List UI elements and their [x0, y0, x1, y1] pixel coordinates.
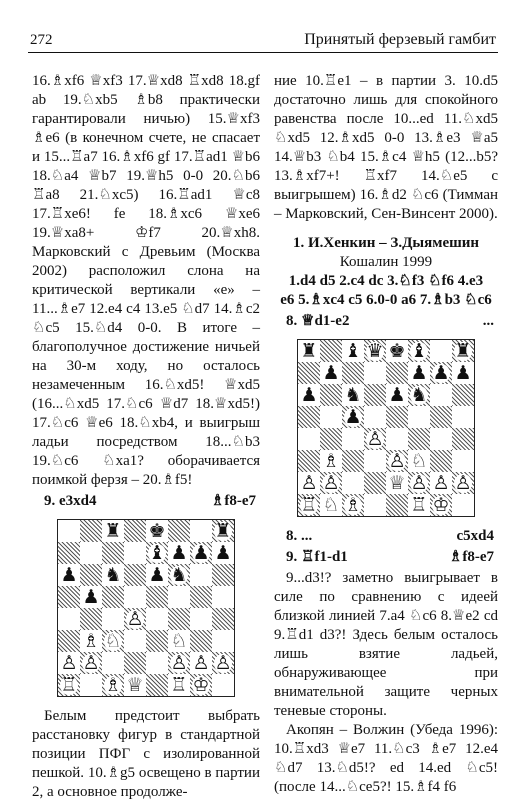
board-square — [430, 406, 452, 428]
chess-diagram-right — [297, 339, 475, 517]
white-pawn-icon: ♙ — [454, 471, 472, 494]
board-square — [58, 586, 80, 608]
white-knight-icon: ♘ — [170, 629, 188, 652]
black-knight-icon: ♞ — [410, 383, 428, 406]
board-square — [146, 652, 168, 674]
left-paragraph-1: 16.♗xf6 ♕xf3 17.♕xd8 ♖xd8 18.gf ab 19.♘xb5 ♗b8 практически гарантировали ничью) 15.♕xf3 ♗e6 (в конечном счете, не спасает и 15...♖a7 16.♗xf6 gf 17.♖ad1 ♕b6 18.♘a4 ♕b7 19.♕h5 0-0 20.♘b6 ♖a8 21.♘xc5) 16.♖ad1 ♕c8 17.♖xe6! fe 18.♗xc6 ♕xe6 19.♕xa8+ ♔f7 20.♕xh8. Марковский с Древьим (Москва 2002) расположил слона на критической вертикали «е» – 11...♗e7 12.e4 c4 13.e5 ♘d7 14.♗c2 ♘c5 15.♘d4 0-0. В итоге – благополучное достижение ничьей на 30-м ходу, но осталось незамеченным 16.♘xd5! ♕xd5 (16...♘xd5 17.♘c6 ♕d7 18.♕xd5!) 17.♘c6 ♕e6 18.♘xb4, и выигрыш ладьи посредством 18...♘b3 19.♘c6 ♘xa1? оборачивается поимкой ферзя – 20.♗f5! — [32, 73, 260, 488]
black-rook-icon: ♜ — [454, 339, 472, 362]
white-queen-icon: ♕ — [388, 471, 406, 494]
white-rook-icon: ♖ — [60, 673, 78, 696]
board-square — [80, 542, 102, 564]
game-title: 1. И.Хенкин – З.Дыямешин — [292, 235, 480, 251]
move-8b-black: c5xd4 — [456, 528, 494, 544]
board-square — [58, 608, 80, 630]
board-square — [320, 384, 342, 406]
move-8b-line — [274, 527, 498, 546]
board-square — [124, 542, 146, 564]
board-square — [452, 384, 474, 406]
board-square — [386, 362, 408, 384]
board-square — [80, 564, 102, 586]
white-pawn-icon: ♙ — [410, 471, 428, 494]
board-square — [364, 472, 386, 494]
black-pawn-icon: ♟ — [410, 361, 428, 384]
black-pawn-icon: ♟ — [322, 361, 340, 384]
white-pawn-icon: ♙ — [300, 471, 318, 494]
page-number: 272 — [30, 32, 53, 48]
black-bishop-icon: ♝ — [148, 541, 166, 564]
black-king-icon: ♚ — [148, 519, 166, 542]
board-square — [364, 406, 386, 428]
white-knight-icon: ♘ — [104, 629, 122, 652]
board-square — [364, 450, 386, 472]
board-square — [430, 340, 452, 362]
black-pawn-icon: ♟ — [60, 563, 78, 586]
white-bishop-icon: ♗ — [322, 449, 340, 472]
board-square — [408, 406, 430, 428]
white-knight-icon: ♘ — [322, 493, 340, 516]
board-square — [342, 362, 364, 384]
board-square — [102, 542, 124, 564]
board-square — [364, 494, 386, 516]
board-square — [342, 428, 364, 450]
board-square — [124, 630, 146, 652]
board-square — [190, 520, 212, 542]
board-square — [212, 608, 234, 630]
black-pawn-icon: ♟ — [170, 541, 188, 564]
black-pawn-icon: ♟ — [388, 383, 406, 406]
white-pawn-icon: ♙ — [170, 651, 188, 674]
board-square — [212, 586, 234, 608]
board-square — [212, 674, 234, 696]
white-pawn-icon: ♙ — [214, 651, 232, 674]
black-rook-icon: ♜ — [300, 339, 318, 362]
white-rook-icon: ♖ — [300, 493, 318, 516]
white-pawn-icon: ♙ — [60, 651, 78, 674]
game-moves-1: 1.d4 d5 2.c4 dc 3.♘f3 ♘f6 4.e3 — [288, 273, 484, 289]
black-rook-icon: ♜ — [104, 519, 122, 542]
board-square — [190, 586, 212, 608]
left-column — [32, 72, 260, 802]
right-column — [274, 72, 498, 797]
white-pawn-icon: ♙ — [126, 607, 144, 630]
board-square — [190, 564, 212, 586]
board-square — [364, 362, 386, 384]
white-bishop-icon: ♗ — [82, 629, 100, 652]
move-9r-white: 9. ♖f1-d1 — [286, 549, 348, 565]
move-8-line — [274, 312, 498, 331]
board-square — [386, 406, 408, 428]
board-square — [80, 520, 102, 542]
board-square — [342, 450, 364, 472]
board-square — [80, 608, 102, 630]
black-rook-icon: ♜ — [214, 519, 232, 542]
board-square — [386, 494, 408, 516]
white-pawn-icon: ♙ — [192, 651, 210, 674]
white-pawn-icon: ♙ — [366, 427, 384, 450]
board-square — [146, 630, 168, 652]
board-square — [452, 450, 474, 472]
black-bishop-icon: ♝ — [410, 339, 428, 362]
board-square — [298, 428, 320, 450]
black-pawn-icon: ♟ — [82, 585, 100, 608]
move-9r-black: ♗f8-e7 — [448, 549, 494, 565]
right-paragraph-2: 9...d3!? заметно выигрывает в силе по сравнению с идеей близкой линией 7.a4 ♘c6 8.♕e2 cd 9.♖d1 d3?! Здесь белым осталось лишь взятие ладьей, обнаруживающее при внимательной защите черных теневые стороны. — [274, 570, 498, 719]
board-square — [342, 472, 364, 494]
board-square — [124, 652, 146, 674]
board-square — [58, 520, 80, 542]
white-pawn-icon: ♙ — [432, 471, 450, 494]
black-pawn-icon: ♟ — [148, 563, 166, 586]
left-paragraph-2: Белым предстоит выбрать расстановку фигур в стандартной позиции ПФГ с изолированной пешкой. 10.♗g5 освещено в партии 2, а основное продолже- — [32, 708, 260, 800]
move-9-line — [32, 492, 260, 511]
white-rook-icon: ♖ — [410, 493, 428, 516]
board-square — [298, 406, 320, 428]
black-bishop-icon: ♝ — [344, 339, 362, 362]
board-square — [146, 608, 168, 630]
board-square — [124, 564, 146, 586]
move-8b-white: 8. ... — [286, 528, 313, 544]
black-pawn-icon: ♟ — [300, 383, 318, 406]
white-bishop-icon: ♗ — [104, 673, 122, 696]
board-square — [430, 450, 452, 472]
right-paragraph-3: Акопян – Волжин (Убеда 1996): 10.♖xd3 ♕e7 11.♘c3 ♗e7 12.e4 ♘d7 13.♘d5!? ed 14.ed ♘c5! (после 14...♘ce5?! 15.♗f4 f6 — [274, 722, 498, 795]
black-pawn-icon: ♟ — [454, 361, 472, 384]
board-square — [452, 494, 474, 516]
board-square — [364, 384, 386, 406]
board-square — [452, 406, 474, 428]
move-9-white: 9. e3xd4 — [44, 493, 97, 509]
white-knight-icon: ♘ — [410, 449, 428, 472]
black-knight-icon: ♞ — [104, 563, 122, 586]
white-bishop-icon: ♗ — [344, 493, 362, 516]
black-pawn-icon: ♟ — [344, 405, 362, 428]
move-9r-line — [274, 548, 498, 567]
board-square — [124, 586, 146, 608]
chess-diagram-left — [57, 519, 235, 697]
board-square — [190, 630, 212, 652]
board-square — [168, 520, 190, 542]
game-place: Кошалин 1999 — [339, 254, 433, 270]
board-square — [58, 630, 80, 652]
black-knight-icon: ♞ — [170, 563, 188, 586]
white-pawn-icon: ♙ — [388, 449, 406, 472]
white-pawn-icon: ♙ — [322, 471, 340, 494]
board-square — [146, 586, 168, 608]
board-square — [320, 340, 342, 362]
black-pawn-icon: ♟ — [214, 541, 232, 564]
board-square — [320, 428, 342, 450]
white-rook-icon: ♖ — [170, 673, 188, 696]
right-paragraph-1: ние 10.♖e1 – в партии 3. 10.d5 достаточно лишь для спокойного равенства после 10...ed 11.♘xd5 ♘xd5 12.♗xd5 0-0 13.♗e3 ♕a5 14.♕b3 ♘b4 15.♗c4 ♕h5 (12...b5? 13.♗xf7+! ♖xf7 14.♘e5 с выигрышем) 16.♗d2 ♘c6 (Тимман – Марковский, Сен-Винсент 2000). — [274, 73, 498, 222]
board-square — [168, 586, 190, 608]
black-king-icon: ♚ — [388, 339, 406, 362]
game-moves-2: e6 5.♗xc4 c5 6.0-0 a6 7.♗b3 ♘c6 — [280, 292, 492, 308]
black-pawn-icon: ♟ — [192, 541, 210, 564]
white-king-icon: ♔ — [432, 493, 450, 516]
white-pawn-icon: ♙ — [82, 651, 100, 674]
board-square — [102, 652, 124, 674]
black-knight-icon: ♞ — [344, 383, 362, 406]
board-square — [146, 674, 168, 696]
board-square — [168, 608, 190, 630]
board-square — [102, 608, 124, 630]
black-pawn-icon: ♟ — [432, 361, 450, 384]
board-square — [80, 674, 102, 696]
board-square — [102, 586, 124, 608]
white-king-icon: ♔ — [192, 673, 210, 696]
board-square — [298, 362, 320, 384]
board-square — [408, 428, 430, 450]
board-square — [124, 520, 146, 542]
board-square — [298, 450, 320, 472]
board-square — [430, 428, 452, 450]
board-square — [320, 406, 342, 428]
board-square — [430, 384, 452, 406]
move-9-black: ♗f8-e7 — [210, 493, 256, 509]
white-queen-icon: ♕ — [126, 673, 144, 696]
page-header — [28, 28, 498, 53]
black-queen-icon: ♛ — [366, 339, 384, 362]
board-square — [386, 428, 408, 450]
board-square — [190, 608, 212, 630]
board-square — [212, 564, 234, 586]
move-8-black: ... — [482, 313, 494, 329]
board-square — [212, 630, 234, 652]
running-title: Принятый ферзевый гамбит — [304, 31, 496, 48]
board-square — [58, 542, 80, 564]
move-8-white: 8. ♕d1-e2 — [286, 313, 350, 329]
board-square — [452, 428, 474, 450]
